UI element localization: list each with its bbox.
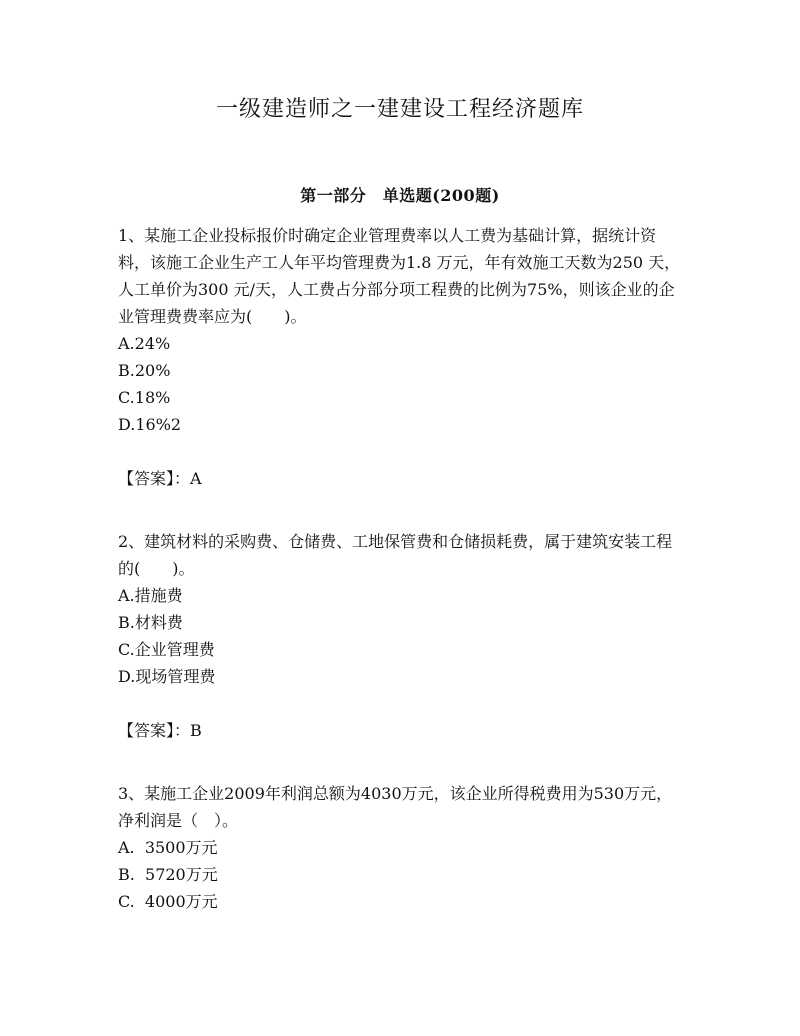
- question-1-option-d: D.16%2: [118, 415, 182, 434]
- question-3-option-a: A. 3500万元: [118, 838, 218, 857]
- question-2-option-c: C.企业管理费: [118, 640, 215, 659]
- question-1-option-c: C.18%: [118, 388, 171, 407]
- question-2-option-a: A.措施费: [118, 586, 183, 605]
- question-list: [118, 222, 688, 915]
- question-2-option-b: B.材料费: [118, 613, 183, 632]
- question-2-answer: 【答案】：B: [118, 721, 202, 740]
- question-1: [118, 222, 688, 492]
- question-2-text: 2、建筑材料的采购费、仓储费、工地保管费和仓储损耗费，属于建筑安装工程的( )。: [118, 532, 673, 578]
- question-1-option-b: B.20%: [118, 361, 171, 380]
- question-3-text: 3、某施工企业2009年利润总额为4030万元，该企业所得税费用为530万元，净利润是（ ）。: [118, 784, 673, 830]
- question-2: [118, 528, 688, 744]
- question-1-answer: 【答案】：A: [118, 469, 202, 488]
- question-2-option-d: D.现场管理费: [118, 667, 216, 686]
- question-3-option-b: B. 5720万元: [118, 865, 218, 884]
- section-title: 第一部分 单选题(200题): [300, 186, 500, 205]
- question-3-option-c: C. 4000万元: [118, 892, 218, 911]
- document-title: 一级建造师之一建建设工程经济题库: [215, 97, 584, 122]
- question-1-text: 1、某施工企业投标报价时确定企业管理费率以人工费为基础计算，据统计资料，该施工企业生产工人年平均管理费为1.8 万元，年有效施工天数为250 天，人工单价为300 元/天，人工费占分部分项工程费的比例为75%，则该企业的企业管理费费率应为( )。: [118, 226, 681, 326]
- question-1-option-a: A.24%: [118, 334, 171, 353]
- question-3: [118, 780, 688, 915]
